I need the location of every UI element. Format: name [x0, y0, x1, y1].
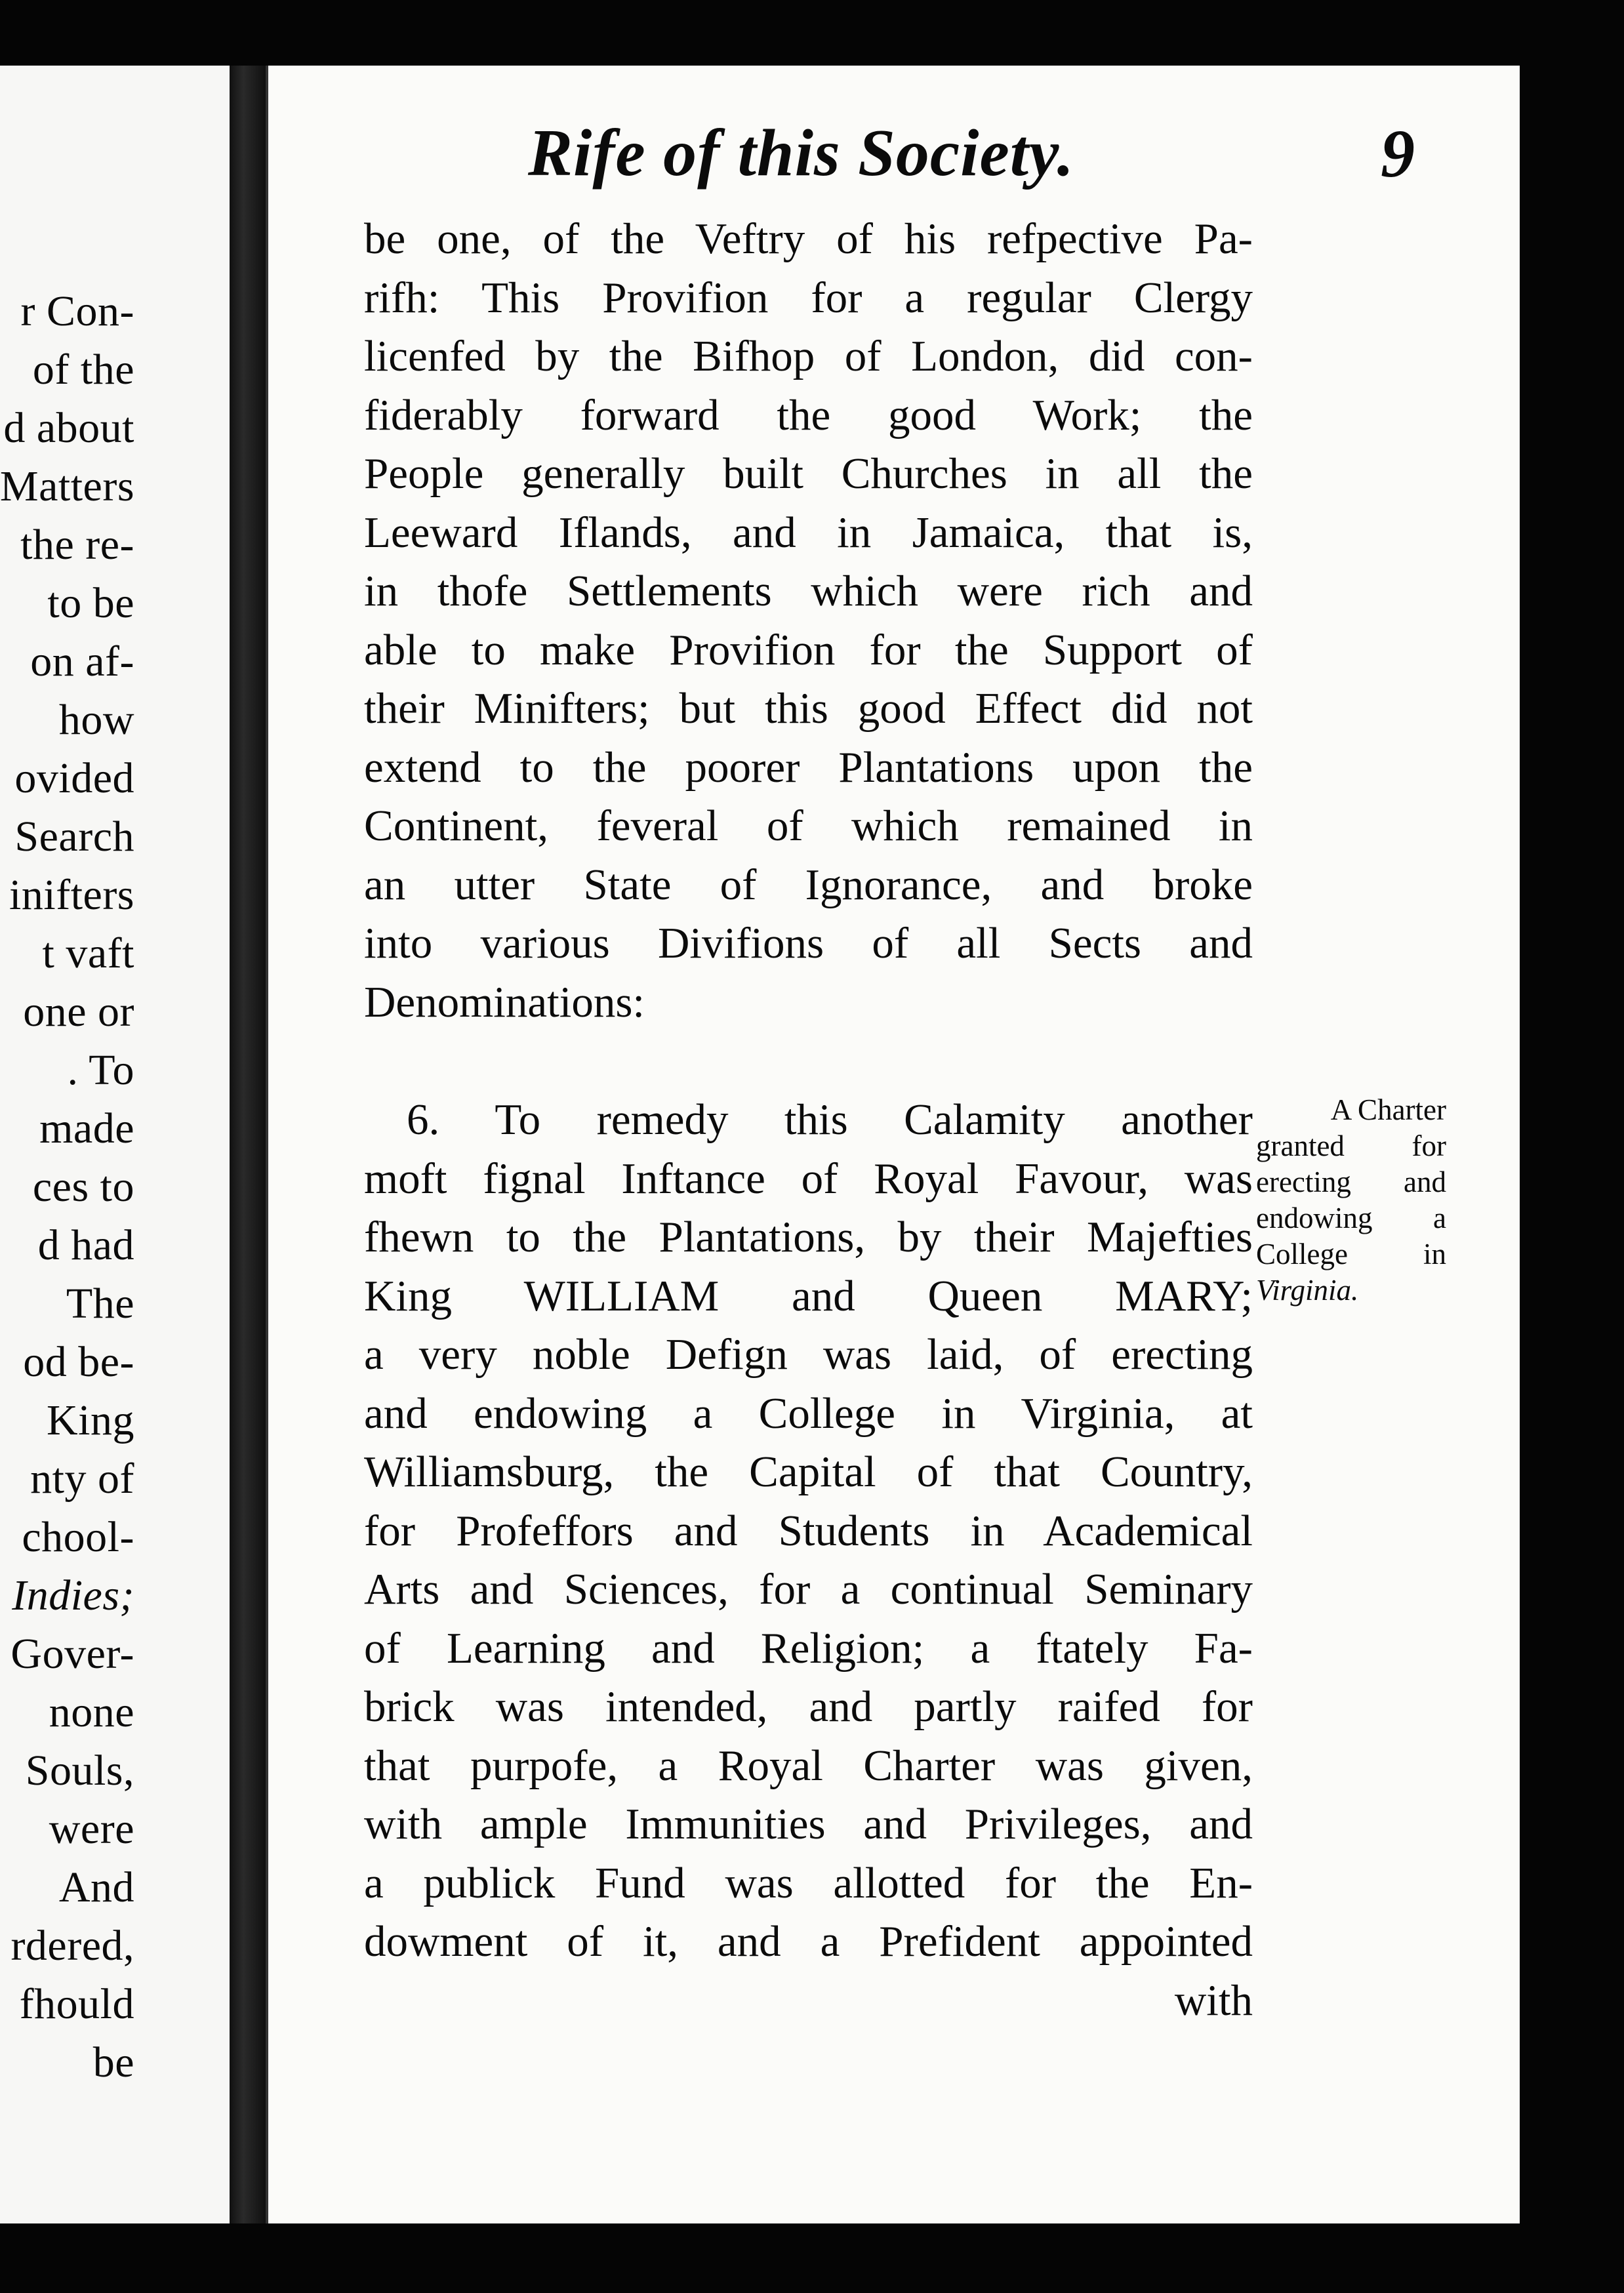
left-page-line: Indies;	[12, 1572, 134, 1619]
text-line: People generally built Churches in all the	[364, 449, 1253, 498]
left-page-line: t vaft	[42, 929, 134, 977]
left-page-line: Souls,	[25, 1747, 134, 1795]
text-line: an utter State of Ignorance, and broke	[364, 860, 1253, 909]
left-page-line: chool-	[22, 1513, 134, 1561]
paragraph-gap	[364, 1032, 1253, 1091]
left-page-line: inifters	[9, 871, 134, 919]
left-page-line: none	[49, 1688, 134, 1736]
text-line: able to make Provifion for the Support of	[364, 625, 1253, 674]
running-title: Rife of this Society.	[528, 116, 1075, 190]
binding-gutter	[230, 66, 269, 2223]
text-line: Continent, feveral of which remained in	[364, 802, 1253, 850]
left-page-line: ces to	[32, 1163, 134, 1211]
text-line: Leeward Iflands, and in Jamaica, that is,	[364, 508, 1253, 557]
text-line: of Learning and Religion; a ftately Fa-	[364, 1623, 1253, 1673]
text-line: 6. To remedy this Calamity another	[407, 1095, 1253, 1144]
running-head	[266, 115, 1415, 193]
text-line: dowment of it, and a Prefident appointed	[364, 1917, 1253, 1966]
left-page-line: fhould	[19, 1980, 134, 2028]
text-line: that purpofe, a Royal Charter was given,	[364, 1741, 1253, 1790]
left-page-line: . To	[67, 1046, 134, 1094]
left-page-line: on af-	[30, 638, 134, 685]
text-line: Denominations:	[364, 977, 645, 1026]
left-page-line: made	[39, 1105, 134, 1152]
left-page-line: one or	[23, 988, 134, 1036]
text-line: be one, of the Veftry of his refpective Pa-	[364, 214, 1253, 263]
left-page-line: Gover-	[10, 1630, 134, 1678]
left-page-line: the re-	[20, 521, 134, 569]
left-page-line: ovided	[14, 754, 134, 802]
marginal-note	[1256, 1092, 1446, 1309]
paragraph-2	[364, 1091, 1253, 1972]
sidenote-line: College in	[1256, 1238, 1446, 1270]
left-page-line: nty of	[30, 1455, 134, 1503]
left-page-line: r Con-	[20, 287, 134, 335]
sidenote-line: erecting and	[1256, 1166, 1446, 1198]
left-page-line: d had	[37, 1221, 134, 1269]
left-page-line: King	[47, 1396, 134, 1444]
left-page-line: of the	[32, 346, 134, 394]
text-line: with ample Immunities and Privileges, and	[364, 1800, 1253, 1848]
sidenote-line: endowing a	[1256, 1202, 1446, 1234]
text-line: for Profeffors and Students in Academical	[364, 1506, 1253, 1555]
text-line: moft fignal Inftance of Royal Favour, was	[364, 1154, 1253, 1203]
text-line: King WILLIAM and Queen MARY;	[364, 1271, 1253, 1320]
paragraph-1	[364, 210, 1253, 1032]
page-number: 9	[1381, 116, 1415, 192]
left-page-line: Matters	[0, 462, 134, 510]
text-line: and endowing a College in Virginia, at	[364, 1389, 1253, 1438]
left-page-line: od be-	[23, 1338, 134, 1386]
left-page-line: The	[66, 1280, 134, 1328]
text-line: extend to the poorer Plantations upon the	[364, 742, 1253, 792]
text-line: Arts and Sciences, for a continual Seminary	[364, 1565, 1253, 1613]
sidenote-line: A Charter	[1330, 1093, 1446, 1126]
text-line: fhewn to the Plantations, by their Majefties	[364, 1213, 1253, 1261]
text-line: licenfed by the Bifhop of London, did con-	[364, 332, 1253, 380]
sidenote-line: Virginia.	[1256, 1274, 1359, 1307]
left-page-line: d about	[3, 404, 134, 452]
text-line: in thofe Settlements which were rich and	[364, 567, 1253, 615]
text-line: rifh: This Provifion for a regular Clergy	[364, 273, 1253, 322]
left-page-line: And	[58, 1863, 134, 1911]
text-line: into various Divifions of all Sects and	[364, 919, 1253, 967]
left-page-line: Search	[14, 813, 134, 861]
sidenote-line: granted for	[1256, 1129, 1446, 1162]
text-line: their Minifters; but this good Effect did not	[364, 684, 1253, 733]
left-page-line: how	[58, 696, 134, 744]
left-page-line: rdered,	[10, 1922, 134, 1970]
catchword: with	[1174, 1976, 1253, 2025]
text-line: fiderably forward the good Work; the	[364, 390, 1253, 439]
text-line: a publick Fund was allotted for the En-	[364, 1858, 1253, 1907]
text-line: brick was intended, and partly raifed for	[364, 1682, 1253, 1731]
left-page-line: be	[92, 2039, 134, 2086]
left-page-fragment	[0, 66, 233, 2223]
left-page-line: were	[49, 1805, 134, 1853]
left-page-line: to be	[47, 579, 134, 627]
text-line: a very noble Defign was laid, of erecting	[364, 1330, 1253, 1379]
left-page-text	[0, 282, 134, 2092]
text-line: Williamsburg, the Capital of that Country,	[364, 1448, 1253, 1496]
main-text	[364, 210, 1253, 2030]
